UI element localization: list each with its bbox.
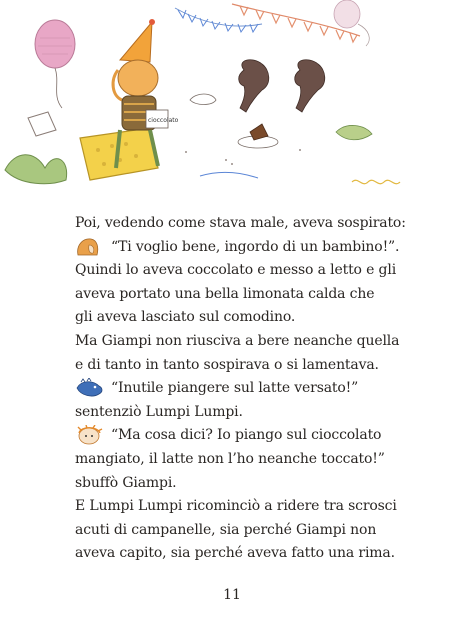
bunting-icon (175, 8, 262, 32)
chapter-illustration (0, 0, 464, 200)
text-line (75, 542, 395, 566)
text-line (75, 212, 406, 236)
text-line-content: aveva portato una bella limonata calda che (75, 285, 375, 302)
text-line-content: “Ma cosa dici? Io piango sul cioccolato (111, 427, 382, 444)
lumpi-creature-icon (75, 378, 105, 398)
lumpi-creature-icon (239, 60, 325, 112)
text-line (75, 259, 395, 283)
party-hat-icon (120, 19, 155, 62)
text-line-content: aveva capito, sia perché aveva fatto una rima. (75, 545, 395, 562)
text-line (75, 330, 400, 354)
giampi-face-icon (75, 425, 105, 445)
text-line-content: acuti di campanelle, sia perché Giampi non (75, 521, 377, 538)
text-line (75, 354, 395, 378)
text-line (75, 472, 395, 496)
balloon-icon (35, 20, 75, 108)
text-line-content: Ma Giampi non riusciva a bere neanche quella (75, 332, 400, 349)
text-line-content: E Lumpi Lumpi ricominciò a ridere tra scrosci (75, 498, 397, 515)
text-line (75, 377, 395, 401)
text-line-content: “Ti voglio bene, ingordo di un bambino!”. (111, 238, 400, 255)
text-line (75, 401, 395, 425)
text-line (75, 306, 395, 330)
page-number: 11 (223, 587, 241, 603)
box-label: cioccolato (148, 117, 179, 124)
text-line-content: mangiato, il latte non l’ho neanche toccato!” (75, 450, 385, 467)
text-line-content: “Inutile piangere sul latte versato!” (111, 380, 359, 397)
text-line-content: Poi, vedendo come stava male, aveva sospirato: (75, 215, 406, 231)
text-line-content: gli aveva lasciato sul comodino. (75, 309, 296, 326)
text-line-content: Quindi lo aveva coccolato e messo a letto e gli (75, 262, 397, 279)
text-line-content: sbuffò Giampi. (75, 474, 177, 491)
text-line (75, 448, 395, 472)
text-line (75, 424, 395, 448)
mother-face-icon (75, 237, 105, 257)
text-line (75, 519, 395, 543)
text-line (75, 283, 395, 307)
text-line-content: sentenziò Lumpi Lumpi. (75, 403, 243, 420)
story-text (75, 212, 406, 566)
text-line (75, 236, 400, 260)
text-line-content: e di tanto in tanto sospirava o si lamentava. (75, 356, 379, 373)
text-line (75, 495, 395, 519)
